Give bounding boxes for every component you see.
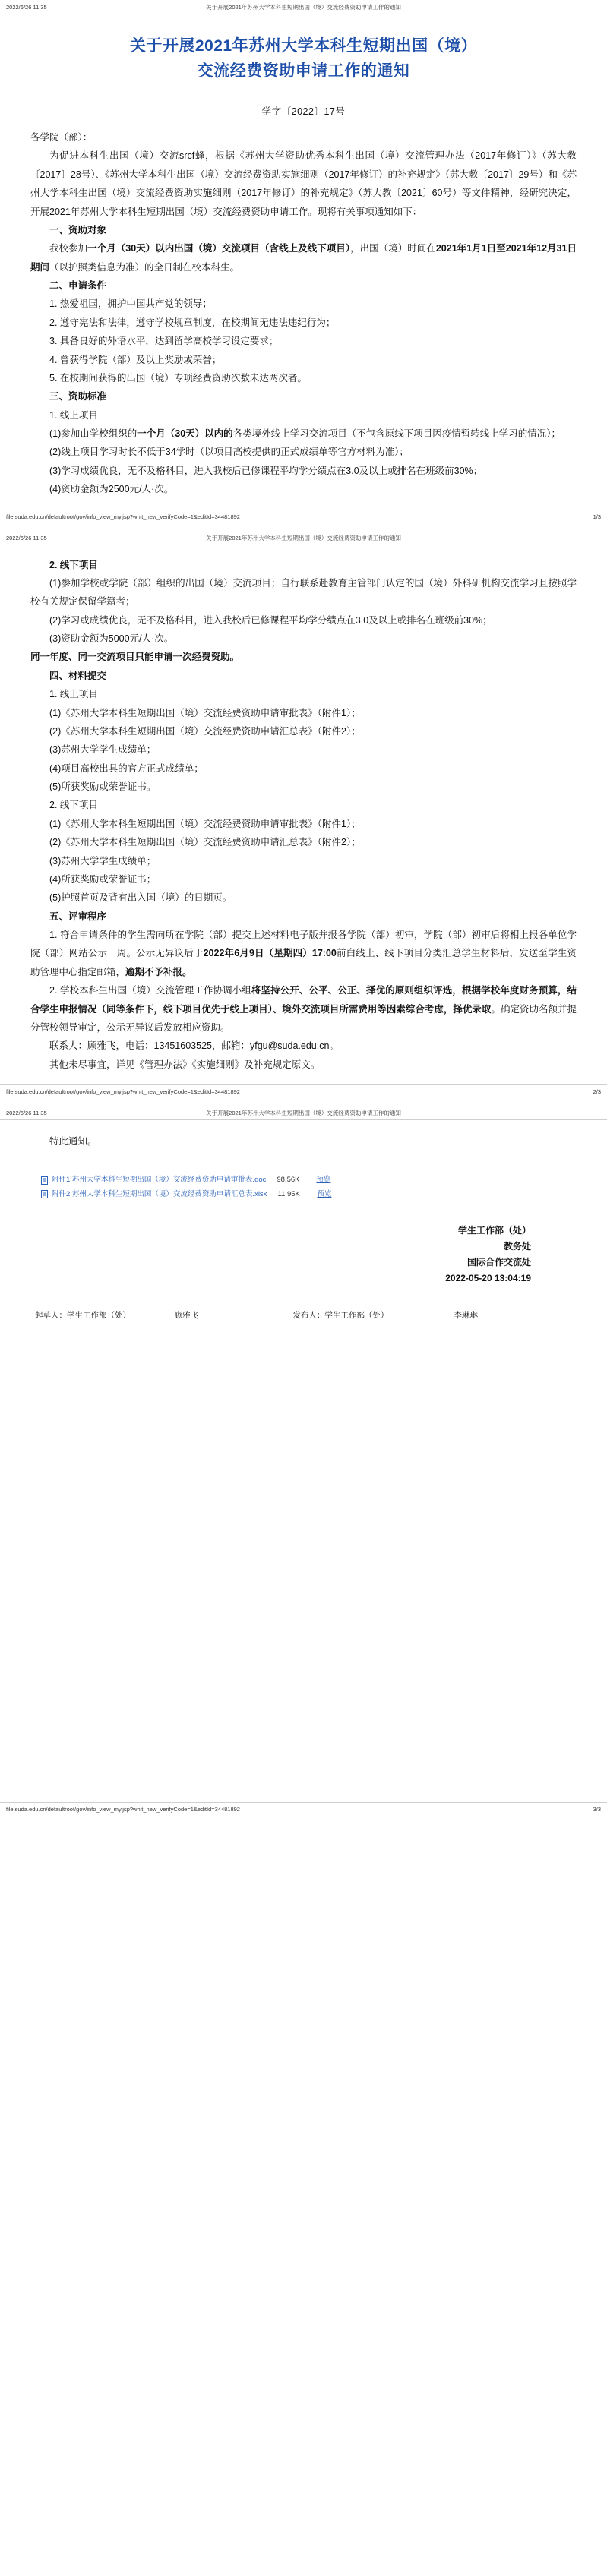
page-title-line-2: 交流经费资助申请工作的通知	[197, 62, 410, 80]
salutation: 各学院（部）：	[30, 132, 93, 144]
section-heading-5: 五、评审程序	[49, 911, 107, 922]
page-header-2	[0, 531, 607, 545]
attachment-size: 98.56K	[277, 1176, 300, 1185]
footer-page-number-3: 3/3	[593, 1805, 601, 1813]
attachment-preview-link[interactable]: 预览	[317, 1189, 332, 1198]
material-sub-2: 2. 线下项目	[49, 800, 98, 811]
material-sub2-item-2: (2)《苏州大学本科生短期出国（境）交流经费资助申请汇总表》（附件2）；	[49, 837, 361, 848]
section-2-item-2: 2. 遵守宪法和法律，遵守学校规章制度，在校期间无违法违纪行为；	[49, 317, 336, 328]
section-1-para-1: 我校参加一个月（30天）以内出国（境）交流项目（含线上及线下项目），出国（境）时间在2021年1月1日至2021年12月31日期间（以护照类信息为准）的全日制在校本科生。	[30, 243, 577, 273]
signature-line-1: 学生工作部（处）	[457, 1224, 531, 1236]
section-3-item-5: (4)资助金额为2500元/人·次。	[49, 484, 174, 495]
signature-line-2: 教务处	[503, 1240, 531, 1252]
material-sub1-item-2: (2)《苏州大学本科生短期出国（境）交流经费资助申请汇总表》（附件2）；	[49, 725, 361, 737]
document-icon	[41, 1190, 48, 1198]
document-number: 学字〔2022〕17号	[261, 106, 346, 118]
signature-line-3: 国际合作交流处	[466, 1256, 531, 1267]
page-footer-2	[0, 1084, 607, 1098]
page2-item-3: (3)资助金额为5000元/人·次。	[49, 633, 174, 645]
contact-line: 联系人：顾雅飞，电话：13451603525，邮箱：yfgu@suda.edu.cn。	[49, 1040, 339, 1052]
material-sub2-item-4: (4)所获奖励或荣誉证书；	[49, 873, 156, 885]
section-heading-4: 四、材料提交	[49, 670, 107, 681]
attachment-row[interactable]	[30, 1188, 577, 1201]
section-heading-3: 三、资助标准	[49, 391, 107, 402]
attachment-name[interactable]: 附件1 苏州大学本科生短期出国（境）交流经费资助申请审批表.doc	[52, 1176, 267, 1185]
document-page-3	[0, 1106, 607, 1815]
publisher-person: 李琳琳	[454, 1310, 478, 1320]
page-title	[30, 34, 577, 84]
footer-url-1: file.suda.edu.cn/defaultroot/gov/info_view_my.jsp?whit_new_verifyCode=1&editId=34481892	[6, 513, 240, 520]
page3-blank-space	[30, 1321, 577, 1792]
misc-line: 其他未尽事宜，详见《管理办法》《实施细则》及补充规定原文。	[49, 1059, 321, 1070]
page-separator-2	[0, 1098, 607, 1106]
section-2-item-4: 4. 曾获得学院（部）及以上奖励或荣誉；	[49, 354, 222, 365]
publisher-label: 发布人：学生工作部（处）	[292, 1310, 389, 1320]
page-header	[0, 0, 607, 14]
material-sub2-item-1: (1)《苏州大学本科生短期出国（境）交流经费资助申请审批表》（附件1）；	[49, 818, 361, 829]
header-title-3: 关于开展2021年苏州大学本科生短期出国（境）交流经费资助申请工作的通知	[206, 1110, 401, 1117]
section-heading-2: 二、申请条件	[49, 280, 107, 292]
material-sub-1: 1. 线上项目	[49, 689, 98, 700]
section-3-item-2: (1)参加由学校组织的一个月（30天）以内的各类境外线上学习交流项目（不包含原线下项目因疫情暂转线上学习的情况）；	[49, 428, 561, 440]
page2-note: 同一年度、同一交流项目只能申请一次经费资助。	[30, 652, 240, 663]
section-heading-1: 一、资助对象	[49, 224, 107, 235]
header-title-2: 关于开展2021年苏州大学本科生短期出国（境）交流经费资助申请工作的通知	[206, 534, 401, 541]
attachments-list	[30, 1173, 577, 1201]
document-icon	[41, 1176, 48, 1185]
section-3-item-3: (2)线上项目学习时长不低于34学时（以项目高校提供的正式成绩单等官方材料为准）；	[49, 447, 409, 458]
header-divider-3	[0, 1119, 607, 1120]
document-body-1	[0, 34, 607, 499]
signature-block	[30, 1223, 577, 1286]
page2-subheading: 2. 线下项目	[49, 559, 98, 570]
document-page-2	[0, 531, 607, 1099]
header-title: 关于开展2021年苏州大学本科生短期出国（境）交流经费资助申请工作的通知	[206, 4, 401, 11]
review-para-1: 1. 符合申请条件的学生需向所在学院（部）提交上述材料电子版并报各学院（部）初审，学院（部）初审后将相上报各单位学院（部）网站公示一周。公示无异议后于2022年6月9日（星期四）17:00前白线上、线下项目分类汇总学生材料后，发送至学生资助管理中心指定邮箱，逾期不予补报。	[30, 930, 577, 977]
material-sub2-item-5: (5)护照首页及背有出入国（境）的日期页。	[49, 892, 232, 904]
footer-url-3: file.suda.edu.cn/defaultroot/gov/info_view_my.jsp?whit_new_verifyCode=1&editId=34481892	[6, 1805, 240, 1813]
section-3-item-4: (3)学习成绩优良，无不及格科目，进入我校后已修课程平均学分绩点在3.0及以上或排名在班级前30%；	[49, 465, 483, 476]
metadata-row	[30, 1309, 577, 1321]
review-para-2: 2. 学校本科生出国（境）交流管理工作协调小组将坚持公开、公平、公正、择优的原则组织评选，根据学校年度财务预算，结合学生申报情况（同等条件下，线下项目优先于线上项目）、境外交流项目所需费用等因素综合考虑，择优录取。确定资助名额并提分管校领导审定，公示无异议后发放相应资助。	[30, 985, 577, 1033]
drafter-person: 顾雅飞	[174, 1310, 199, 1320]
material-sub2-item-3: (3)苏州大学学生成绩单；	[49, 855, 156, 867]
attachment-size: 11.95K	[277, 1189, 300, 1198]
section-2-item-5: 5. 在校期间获得的出国（境）专项经费资助次数未达两次者。	[49, 372, 307, 384]
header-timestamp-3: 2022/6/26 11:35	[6, 1110, 47, 1117]
page-title-line-1: 关于开展2021年苏州大学本科生短期出国（境）	[129, 37, 478, 55]
drafter-label: 起草人：学生工作部（处）	[35, 1310, 131, 1320]
footer-url-2: file.suda.edu.cn/defaultroot/gov/info_view_my.jsp?whit_new_verifyCode=1&editId=34481892	[6, 1088, 240, 1096]
header-timestamp: 2022/6/26 11:35	[6, 4, 47, 11]
document-body-2	[0, 556, 607, 1075]
material-sub1-item-5: (5)所获奖励或荣誉证书。	[49, 781, 156, 793]
intro-paragraph: 为促进本科生出国（境）交流srcf蜂，根据《苏州大学资助优秀本科生出国（境）交流管理办法（2017年修订）》（苏大教〔2017〕28号）、《苏州大学本科生出国（境）交流经费资助实施细则（2017年修订）的补充规定》（苏大教〔2017〕29号）和《苏州大学本科生出国（境）交流经费资助实施细则（2017年修订）的补充规定》（苏大教〔2021〕60号）等文件精神，经研究决定，开展2021年苏州大学本科生短期出国（境）交流经费资助申请工作。现将有关事项通知如下：	[30, 150, 577, 217]
section-2-item-3: 3. 具备良好的外语水平，达到留学高校学习设定要求；	[49, 336, 279, 347]
material-sub1-item-1: (1)《苏州大学本科生短期出国（境）交流经费资助申请审批表》（附件1）；	[49, 707, 361, 718]
document-page-1	[0, 0, 607, 523]
page-footer-3	[0, 1802, 607, 1816]
page-separator-1	[0, 523, 607, 531]
material-sub1-item-4: (4)项目高校出具的官方正式成绩单；	[49, 762, 204, 774]
page-header-3	[0, 1106, 607, 1119]
section-2-item-1: 1. 热爱祖国，拥护中国共产党的领导；	[49, 298, 212, 310]
section-3-item-1: 1. 线上项目	[49, 409, 98, 421]
footer-page-number-1: 1/3	[593, 513, 601, 520]
attachment-name[interactable]: 附件2 苏州大学本科生短期出国（境）交流经费资助申请汇总表.xlsx	[52, 1189, 267, 1198]
page2-item-2: (2)学习或成绩优良，无不及格科目，进入我校后已修课程平均学分绩点在3.0及以上或排名在班级前30%；	[49, 614, 492, 626]
signature-datetime: 2022-05-20 13:04:19	[445, 1272, 531, 1283]
document-body-3	[0, 1132, 607, 1791]
header-timestamp-2: 2022/6/26 11:35	[6, 534, 47, 541]
attachment-preview-link[interactable]: 预览	[316, 1176, 331, 1185]
attachment-row[interactable]	[30, 1173, 577, 1187]
closing-line: 特此通知。	[49, 1136, 97, 1148]
page2-item-1: (1)参加学校或学院（部）组织的出国（境）交流项目；自行联系赴教育主管部门认定的国（境）外科研机构交流学习且按照学校有关规定保留学籍者；	[30, 577, 577, 608]
page-footer-1	[0, 510, 607, 523]
material-sub1-item-3: (3)苏州大学学生成绩单；	[49, 744, 156, 756]
footer-page-number-2: 2/3	[593, 1088, 601, 1096]
